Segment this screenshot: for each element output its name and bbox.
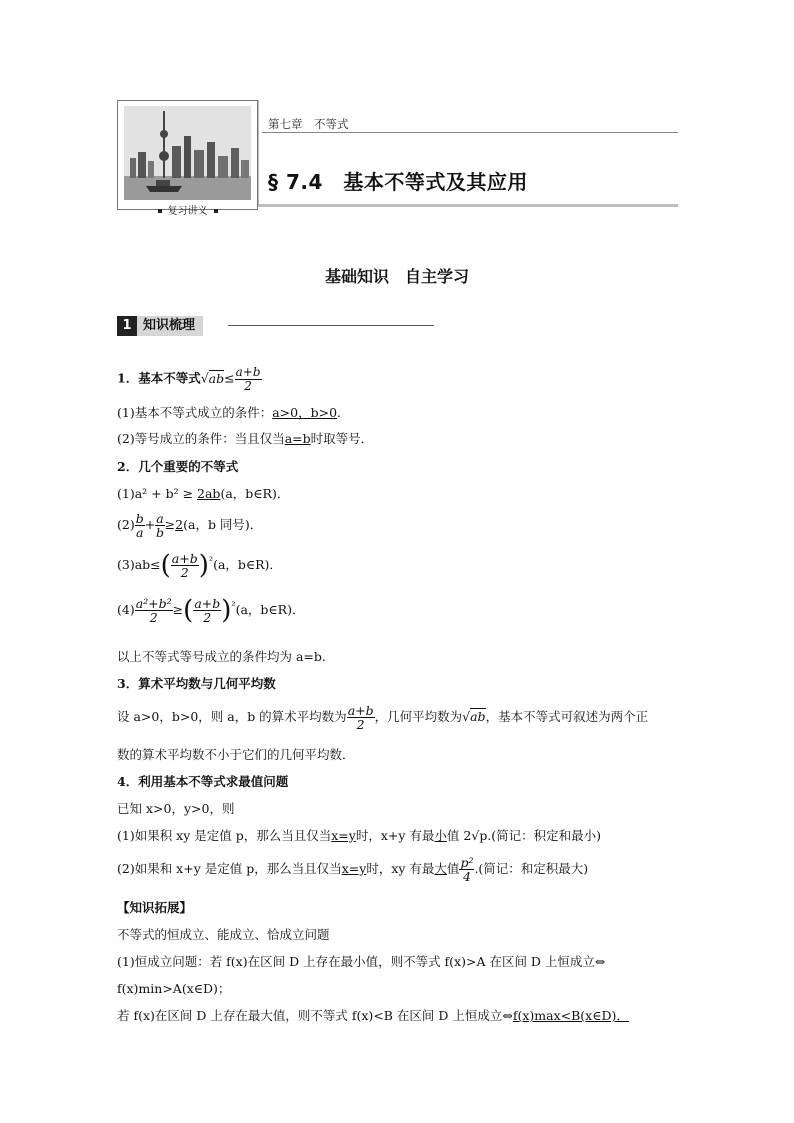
ineq-2: (2) $\frac{b}{a}$ + $\frac{a}{b}$ ≥2(a，b 同号)． [117, 511, 263, 541]
bullet-square-icon [214, 209, 218, 213]
answer-blank: x=y [341, 861, 367, 877]
fraction-a-plus-b-over-2: $\frac{a+b}{2}$ [347, 703, 374, 733]
header-photo [117, 100, 258, 210]
ineq-4: (4) $\frac{\text{a²+b²}}{2}$ ≥( $\frac{a+b}{2}$ )$^{^2}$(a，b∈R)． [117, 595, 305, 626]
equality-line: (2)等号成立的条件：当且仅当a=b时取等号． [117, 431, 374, 446]
answer-blank: x=y [331, 828, 356, 843]
photo-caption [117, 202, 258, 217]
heading-1 [117, 366, 262, 392]
heading-3: 3．算术平均数与几何平均数 [117, 676, 276, 691]
mean-line-1: 设 a>0，b>0，则 a，b 的算术平均数为 $\frac{a+b}{2}$ ，几何平均数为√ab，基本不等式可叙述为两个正 [117, 703, 649, 733]
fraction-a-plus-b-over-2: $\frac{a+b}{2}$ [194, 596, 221, 626]
answer-blank: a=b [284, 431, 311, 446]
heading-2: 2．几个重要的不等式 [117, 459, 239, 474]
answer-blank: 大 [434, 861, 447, 877]
answer-blank: f(x)max<B(x∈D)． [512, 1008, 629, 1023]
chapter-rule [262, 132, 678, 133]
answer-blank: 小 [434, 828, 447, 843]
extension-line-4: 若 f(x)在区间 D 上存在最大值，则不等式 f(x)<B 在区间 D 上恒成立⇔f(x)max<B(x∈D)． [117, 1008, 629, 1023]
answer-blank: 2 [175, 517, 184, 533]
fraction-a2b2-over-2: $\frac{\text{a²+b²}}{2}$ [135, 596, 172, 626]
product-rule: (1)如果积 xy 是定值 p，那么当且仅当x=y时，x+y 有最小值 2√p.(简记：积定和最小) [117, 828, 602, 843]
fraction-a-plus-b-over-2: $\frac{a+b}{2}$ [171, 551, 198, 581]
subsection-number: 1 [117, 316, 137, 336]
subsection-tag [117, 316, 203, 336]
heading-4: 4．利用基本不等式求最值问题 [117, 774, 289, 789]
heading-1-text: 1．基本不等式 [117, 370, 201, 386]
ineq-1: (1)a² + b² ≥ 2ab(a，b∈R)． [117, 486, 290, 501]
fraction-a-over-b: $\frac{a}{b}$ [155, 511, 164, 541]
given-line: 已知 x>0，y>0，则 [117, 801, 235, 816]
part-title: 基础知识 自主学习 [324, 267, 469, 286]
extension-line-3: f(x)min>A(x∈D)； [117, 981, 231, 996]
ineq-note: 以上不等式等号成立的条件均为 a=b. [117, 649, 326, 664]
bullet-square-icon [158, 209, 162, 213]
extension-title: 【知识拓展】 [117, 900, 193, 915]
fraction-b-over-a: $\frac{b}{a}$ [135, 511, 144, 541]
subsection-label: 知识梳理 [143, 318, 196, 333]
chapter-label: 第七章 不等式 [268, 117, 349, 131]
answer-blank: a>0，b>0 [272, 405, 338, 420]
section-title: § 7.4 基本不等式及其应用 [268, 170, 528, 194]
subsection-rule [228, 325, 434, 326]
sum-rule: (2)如果和 x+y 是定值 p，那么当且仅当x=y时，xy 有最大值 $\frac{\text{p²}}{4}$ .(简记：和定积最大) [117, 855, 589, 885]
header-divider [258, 100, 259, 206]
condition-line: (1)基本不等式成立的条件：a>0，b>0. [117, 405, 342, 420]
ineq-3: (3)ab≤( $\frac{a+b}{2}$ )$^{^2}$(a，b∈R)． [117, 550, 282, 581]
mean-line-2: 数的算术平均数不小于它们的几何平均数． [117, 747, 355, 762]
extension-line-2: (1)恒成立问题：若 f(x)在区间 D 上存在最小值，则不等式 f(x)>A 在区间 D 上恒成立⇔ [117, 954, 606, 969]
sqrt-ab: √ab [462, 709, 486, 725]
caption-text: 复习讲义 [167, 206, 208, 217]
answer-blank: 2ab [197, 486, 221, 501]
fraction-a-plus-b-over-2: $\frac{a+b}{2}$ [235, 365, 261, 393]
sqrt-ab: √ab≤ [200, 370, 235, 386]
section-rule [258, 204, 678, 207]
extension-line-1: 不等式的恒成立、能成立、恰成立问题 [117, 927, 330, 942]
fraction-p2-over-4: $\frac{\text{p²}}{4}$ [460, 855, 474, 885]
